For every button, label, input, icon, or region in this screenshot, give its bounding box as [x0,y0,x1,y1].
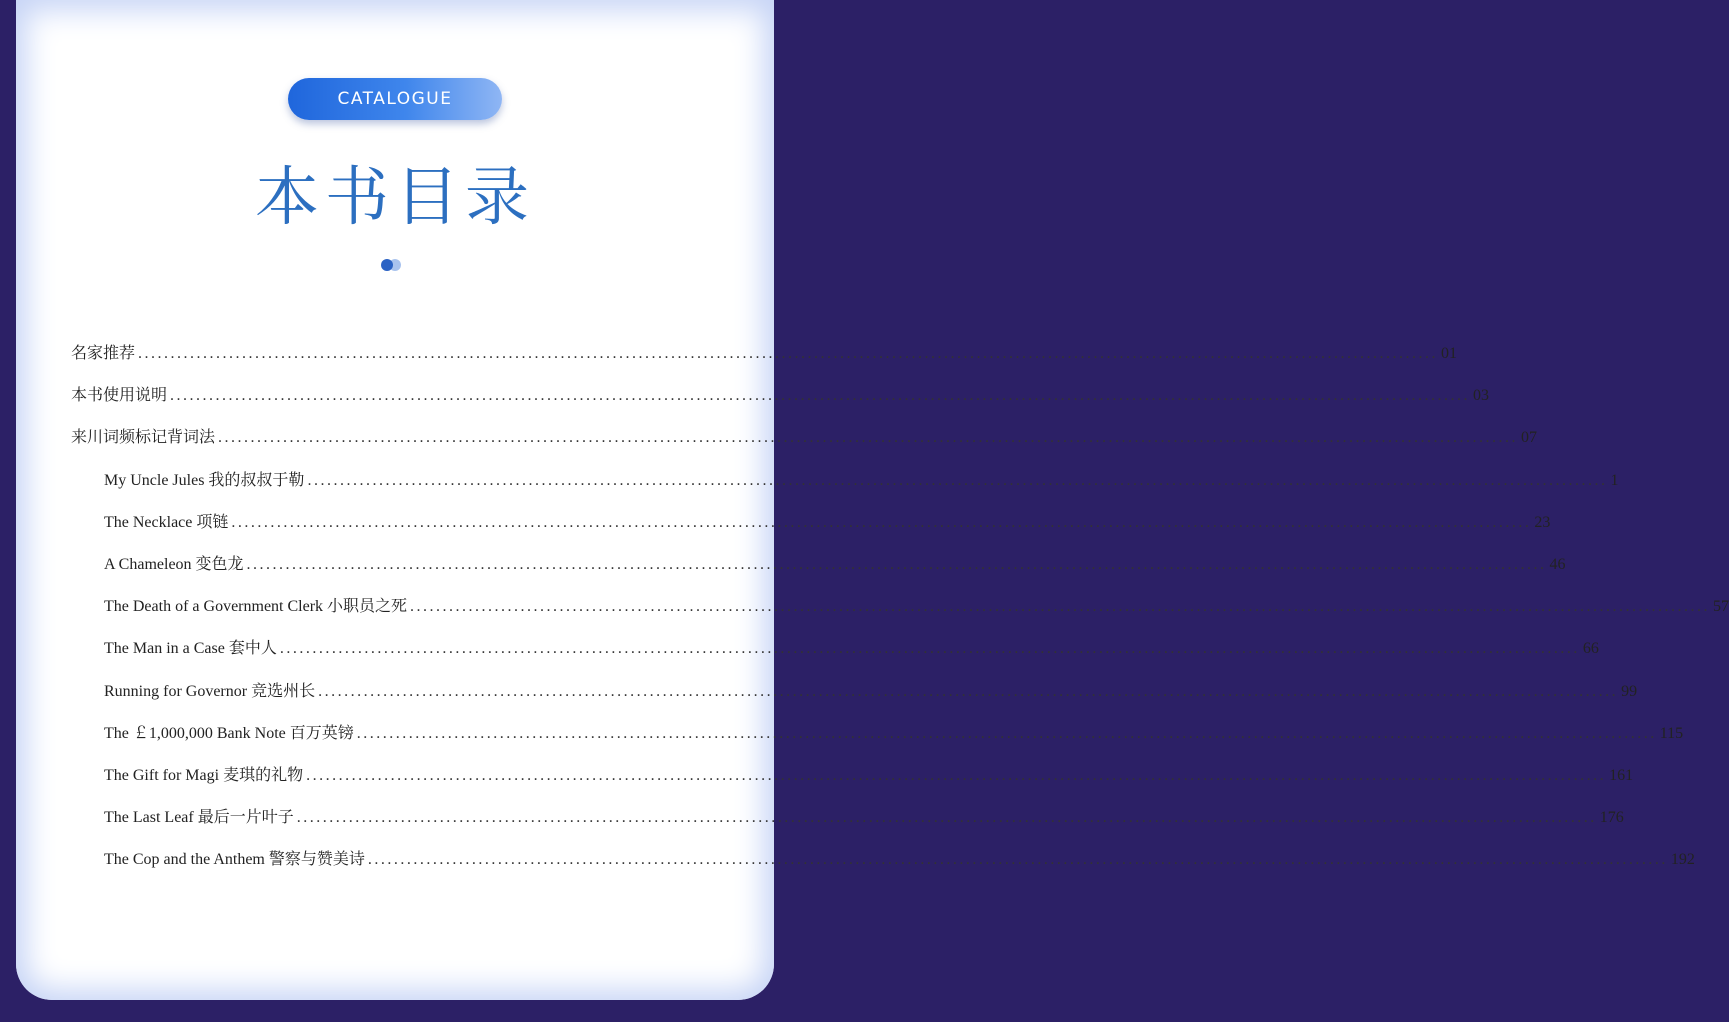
toc-entry-title: The Cop and the Anthem 警察与赞美诗 [104,851,365,869]
toc-entry-title: 本书使用说明 [71,387,168,405]
toc-leader-dots: ........................................................................................................................................................................................................ [306,766,1607,784]
toc-entry-title: The Gift for Magi 麦琪的礼物 [104,766,304,784]
toc-leader-dots: ........................................................................................................................................................................................................ [296,809,1597,827]
toc-leader-dots: ........................................................................................................................................................................................................ [307,471,1608,489]
toc-entry-page: 07 [1521,429,1538,447]
toc-entry[interactable] [71,762,1634,804]
toc-entry[interactable] [71,382,1490,424]
toc-entry-page: 99 [1621,682,1638,700]
toc-entry-title: 名家推荐 [71,345,136,362]
toc-entry-page: 46 [1549,555,1566,573]
toc-entry-title: Running for Governor 竞选州长 [104,682,316,700]
toc-leader-dots: ........................................................................................................................................................................................................ [356,724,1657,742]
toc-entry[interactable] [71,720,1684,762]
toc-leader-dots: ........................................................................................................................................................................................................ [231,513,1532,531]
toc-entry-page: 23 [1534,513,1551,531]
toc-entry[interactable] [71,635,1599,677]
toc-entry-title: The Man in a Case 套中人 [104,640,277,658]
toc-entry[interactable] [71,424,1538,466]
toc-entry[interactable] [71,509,1551,551]
toc-entry-page: 01 [1441,345,1458,362]
toc-leader-dots: ........................................................................................................................................................................................................ [170,387,1471,405]
toc-leader-dots: ........................................................................................................................................................................................................ [410,598,1711,616]
toc-entry-title: The Last Leaf 最后一片叶子 [104,809,294,827]
toc-entry[interactable] [71,340,1458,382]
toc-entry[interactable] [71,846,1695,888]
toc-entry-page: 115 [1659,724,1684,742]
toc-entry[interactable] [71,551,1566,593]
toc-leader-dots: ........................................................................................................................................................................................................ [367,851,1668,869]
toc-entry-title: My Uncle Jules 我的叔叔于勒 [104,471,305,489]
toc-leader-dots: ........................................................................................................................................................................................................ [279,640,1580,658]
toc-entry-title: A Chameleon 变色龙 [104,555,244,573]
toc-entry[interactable] [71,678,1638,720]
toc-leader-dots: ........................................................................................................................................................................................................ [246,555,1547,573]
toc-entry-page: 03 [1473,387,1490,405]
toc-entry-title: The Necklace 项链 [104,513,229,531]
catalogue-badge: CATALOGUE [288,78,502,120]
toc-entry-page: 57 [1713,598,1729,616]
toc-entry-title: 来川词频标记背词法 [71,429,216,447]
toc-entry-title: The ￡1,000,000 Bank Note 百万英镑 [104,724,354,742]
toc-entry[interactable] [71,467,1619,509]
toc-leader-dots: ........................................................................................................................................................................................................ [138,345,1439,362]
toc-entry-page: 176 [1599,809,1624,827]
toc-entry-page: 1 [1610,471,1619,489]
toc-entry-page: 161 [1609,766,1634,784]
toc-leader-dots: ........................................................................................................................................................................................................ [218,429,1519,447]
table-of-contents [71,340,1729,888]
toc-entry[interactable] [71,593,1729,635]
toc-leader-dots: ........................................................................................................................................................................................................ [318,682,1619,700]
toc-entry-page: 192 [1670,851,1695,869]
toc-entry[interactable] [71,804,1624,846]
decorative-dot-dark [381,259,393,271]
toc-entry-title: The Death of a Government Clerk 小职员之死 [104,598,408,616]
page-title: 本书目录 [255,161,535,235]
toc-entry-page: 66 [1582,640,1599,658]
